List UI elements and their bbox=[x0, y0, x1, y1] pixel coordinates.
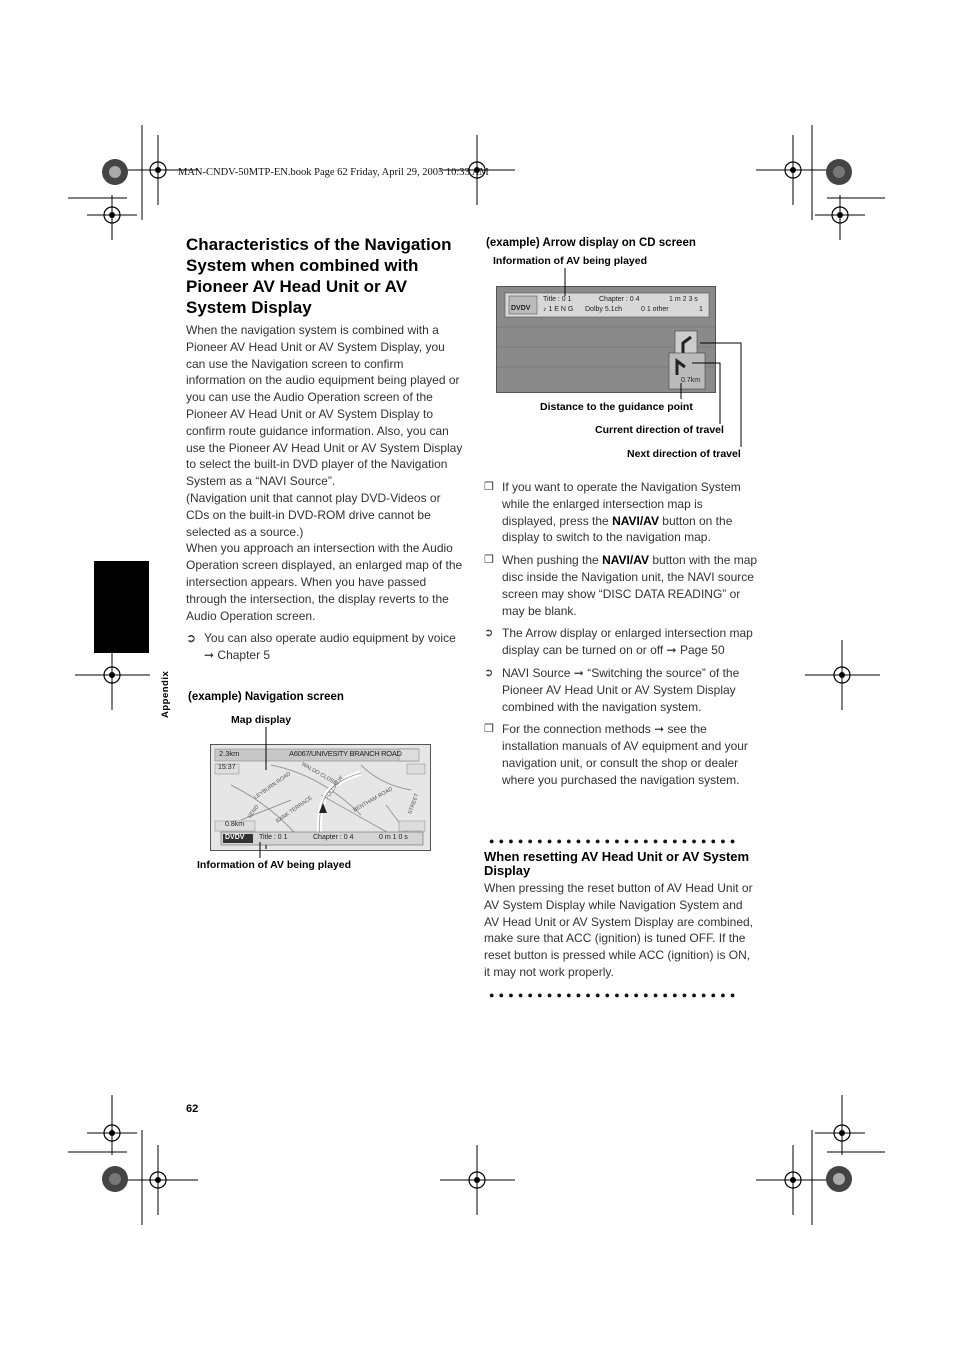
arrow-screen bbox=[496, 286, 716, 393]
intro-body bbox=[186, 322, 464, 664]
intro-para-3: When you approach an intersection with the Audio Operation screen displayed, an enlarged map of the intersection appears. When you have passed through the intersection, the display reverts to the Audio Operation screen. bbox=[186, 541, 463, 623]
section-tab bbox=[94, 561, 149, 653]
arrow-elapsed: 1 m 2 3 s bbox=[669, 296, 698, 303]
street-label: LEYBURN ROAD bbox=[253, 771, 293, 801]
navi-av-key: NAVI/AV bbox=[612, 513, 659, 528]
notes-list bbox=[484, 479, 759, 795]
note-arrow: ➞ bbox=[204, 648, 215, 663]
note-text: button on the display to switch to the navigation map. bbox=[502, 513, 733, 545]
dot-divider: ●●●●●●●●●●●●●●●●●●●●●●●●●● bbox=[489, 990, 740, 1000]
nav-elapsed: 0 m 1 0 s bbox=[379, 834, 408, 841]
street-label: SEND bbox=[246, 804, 261, 820]
nav-scale: 0.8km bbox=[225, 821, 245, 828]
arrow-title-no: Title : 0 1 bbox=[543, 296, 572, 303]
page-title: Characteristics of the Navigation System when combined with Pioneer AV Head Unit or AV System Display bbox=[186, 235, 452, 317]
street-label: BANK TERRACE bbox=[275, 795, 314, 825]
current-direction-label: Current direction of travel bbox=[595, 424, 724, 436]
voice-note bbox=[186, 630, 464, 664]
nav-title-no: Title : 0 1 bbox=[259, 834, 288, 841]
page-number: 62 bbox=[186, 1103, 199, 1115]
note-text: If you want to operate the Navigation System while the enlarged intersection map is displayed, press the bbox=[502, 480, 741, 528]
arrow-audio: ♪ 1 E N G bbox=[543, 306, 574, 313]
nav-distance: 2.3km bbox=[219, 749, 240, 758]
street-label: BENTHAM ROAD bbox=[352, 786, 394, 814]
street-label: FULLVIEW bbox=[324, 775, 345, 801]
file-header: MAN-CNDV-50MTP-EN.book Page 62 Friday, April 29, 2005 10:33 AM bbox=[178, 167, 489, 178]
dot-divider: ●●●●●●●●●●●●●●●●●●●●●●●●●● bbox=[489, 836, 740, 846]
arrow-caption-b: CD bbox=[638, 237, 656, 249]
note-text: The Arrow display or enlarged intersection map display can be turned on or off ➞ Page 50 bbox=[502, 626, 753, 658]
street-label: STREET bbox=[407, 792, 421, 816]
note-symbol: ➲ bbox=[186, 631, 197, 646]
arrow-caption-a: (example) Arrow display on bbox=[486, 237, 636, 249]
arrow-av-info-label: Information of AV being played bbox=[493, 255, 648, 267]
nav-figure-caption: (example) Navigation screen bbox=[188, 691, 344, 703]
checkbox-icon: ❒ bbox=[484, 554, 494, 567]
note-text-a: You can also operate audio equipment by voice bbox=[204, 631, 456, 646]
reference-icon: ➲ bbox=[484, 627, 494, 640]
list-item bbox=[484, 479, 759, 546]
navigation-screen bbox=[210, 744, 431, 851]
nav-time: 15:37 bbox=[218, 764, 236, 771]
note-text: When pushing the bbox=[502, 553, 603, 568]
street-label: WALDO CLOSE bbox=[300, 761, 338, 787]
list-item bbox=[484, 721, 759, 788]
reset-section-text: When pressing the reset button of AV Head Unit or AV System Display while Navigation System and AV Head Unit or AV System Display are combined, make sure that ACC (ignition) is tuned OFF. If the reset button is pressed while ACC (ignition) is ON, it may not work properly. bbox=[484, 881, 754, 979]
side-label bbox=[160, 668, 174, 728]
reference-icon: ➲ bbox=[484, 666, 494, 679]
map-display-label: Map display bbox=[231, 714, 292, 726]
list-item bbox=[484, 552, 759, 619]
distance-label: Distance to the guidance point bbox=[540, 401, 693, 413]
navi-av-key: NAVI/AV bbox=[602, 553, 649, 568]
intro-para-2: (Navigation unit that cannot play DVD-Videos or CDs on the built-in DVD-ROM drive cannot be selected as a source.) bbox=[186, 490, 441, 539]
next-direction-label: Next direction of travel bbox=[627, 448, 741, 460]
arrow-distance: 0.7km bbox=[681, 377, 701, 384]
arrow-source: DVDV bbox=[511, 305, 531, 312]
nav-av-info-label: Information of AV being played bbox=[197, 859, 352, 871]
arrow-caption-c: screen bbox=[658, 237, 696, 249]
note-text-b: Chapter 5 bbox=[217, 648, 271, 663]
arrow-dolby: Dolby 5.1ch bbox=[585, 306, 622, 313]
arrow-subtitle: 0 1 other bbox=[641, 306, 669, 313]
nav-road-name: A6067/UNIVESITY BRANCH ROAD bbox=[289, 749, 402, 758]
side-label-text: Appendix bbox=[160, 670, 171, 718]
note-text: NAVI Source ➞ “Switching the source” of the Pioneer AV Head Unit or AV System Display combined with the navigation system. bbox=[502, 665, 740, 714]
nav-chapter: Chapter : 0 4 bbox=[313, 834, 354, 841]
checkbox-icon: ❒ bbox=[484, 723, 494, 736]
checkbox-icon: ❒ bbox=[484, 481, 494, 493]
intro-para-1: When the navigation system is combined with a Pioneer AV Head Unit or AV System Display, you can use the Navigation screen to confirm information on the audio equipment being played or you can use the Audio Operation screen of the Pioneer AV Head Unit or AV System Display to confirm route guidance information. Also, you can use the Pioneer AV Head Unit or AV System Display to select the built-in DVD player of the Navigation System as a “NAVI Source”. bbox=[186, 323, 463, 489]
reset-section-title: When resetting AV Head Unit or AV System Display bbox=[484, 849, 750, 878]
list-item bbox=[484, 665, 759, 715]
note-text: button with the map disc inside the Navigation unit, the NAVI source screen may show “DISC DATA READING” or may be blank. bbox=[502, 553, 758, 618]
nav-source: DVDV bbox=[225, 834, 245, 841]
arrow-figure-caption bbox=[486, 237, 696, 249]
list-item bbox=[484, 625, 759, 659]
arrow-angle: 1 bbox=[699, 306, 703, 313]
arrow-chapter: Chapter : 0 4 bbox=[599, 296, 640, 303]
note-text: For the connection methods ➞ see the installation manuals of AV equipment and your navigation unit, or consult the shop or dealer where you purchased the navigation system. bbox=[502, 722, 748, 787]
